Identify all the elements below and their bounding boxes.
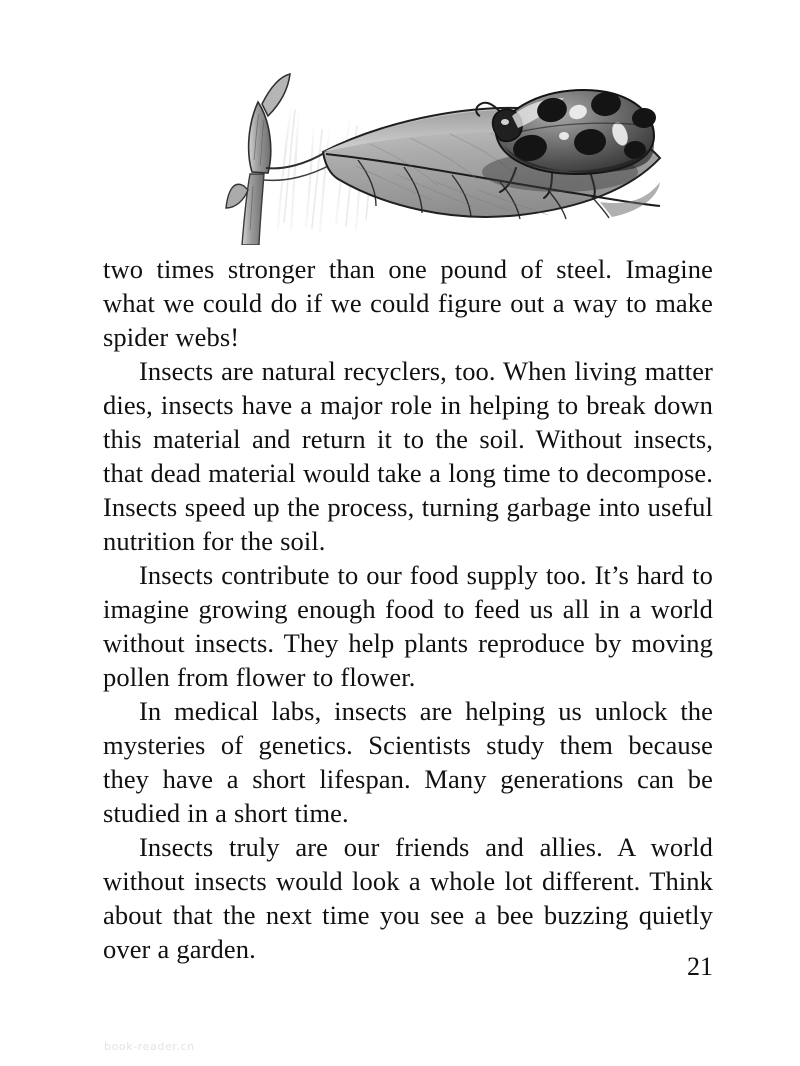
watermark: book-reader.cn	[104, 1040, 195, 1053]
ladybug-on-leaf-illustration	[160, 40, 680, 245]
paragraph-3: Insects contribute to our food supply too. It’s hard to imagine growing enough food to feed us all in a world without insects. They help plants reproduce by moving pollen from flower to flower.	[103, 560, 713, 692]
paragraph-2: Insects are natural recyclers, too. When living matter dies, insects have a major role in helping to break down this material and return it to the soil. Without insects, that dead material would take a long time to decompose. Insects speed up the process, turning garbage into useful nutrition for the soil.	[103, 356, 713, 556]
paragraph-5: Insects truly are our friends and allies. A world without insects would look a whole lot different. Think about that the next time you see a bee buzzing quietly over a garden.	[103, 832, 713, 964]
page-number: 21	[687, 952, 713, 981]
body-text	[103, 252, 713, 966]
paragraph-1: two times stronger than one pound of steel. Imagine what we could do if we could figure out a way to make spider webs!	[103, 254, 713, 352]
paragraph-4: In medical labs, insects are helping us unlock the mysteries of genetics. Scientists study them because they have a short lifespan. Many generations can be studied in a short time.	[103, 696, 713, 828]
